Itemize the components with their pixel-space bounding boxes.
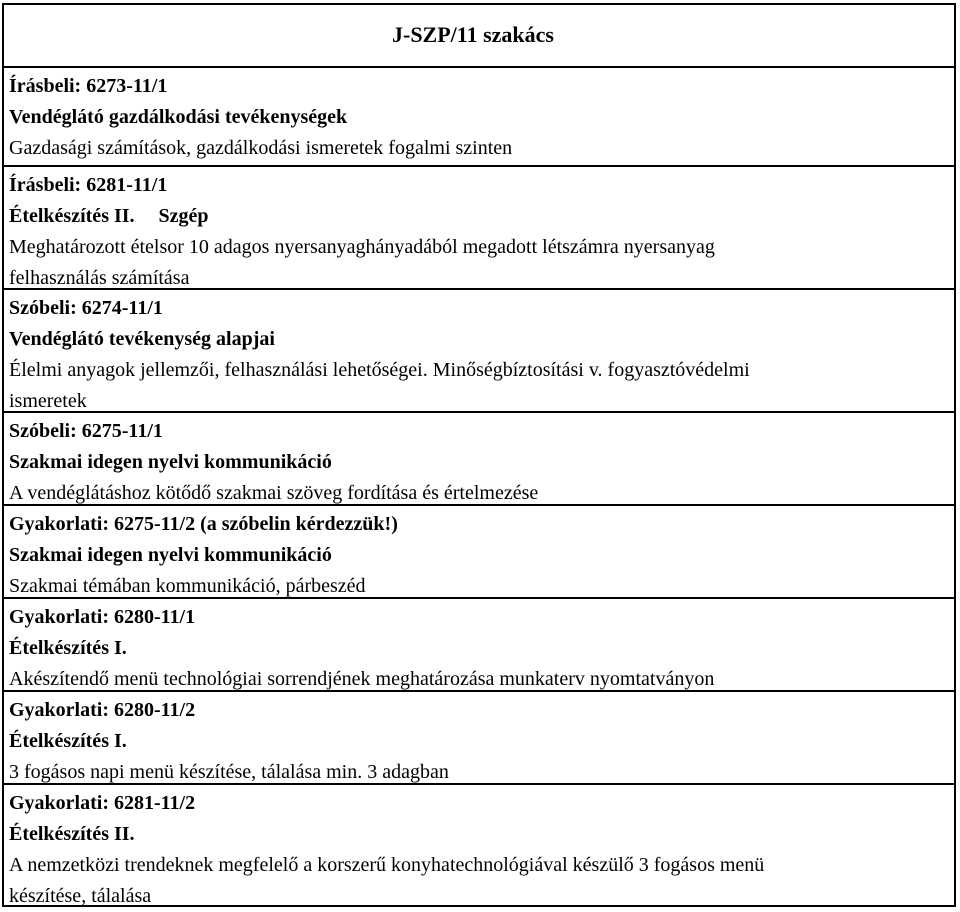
- exam-description: ismeretek: [9, 390, 87, 412]
- exam-subject: Vendéglátó gazdálkodási tevékenységek: [9, 106, 348, 128]
- exam-code: Gyakorlati: 6280-11/2: [9, 699, 196, 721]
- exam-description: Gazdasági számítások, gazdálkodási ismeretek fogalmi szinten: [9, 137, 513, 159]
- sheet-header: [4, 5, 954, 68]
- exam-subject: Szakmai idegen nyelvi kommunikáció: [9, 544, 332, 566]
- exam-description: Élelmi anyagok jellemzői, felhasználási lehetőségei. Minőségbíztosítási v. fogyasztóvédelmi: [9, 359, 750, 381]
- exam-description: felhasználás számítása: [9, 267, 190, 289]
- sheet-title: J-SZP/11 szakács: [392, 22, 554, 47]
- exam-description: Meghatározott ételsor 10 adagos nyersanyaghányadából megadott létszámra nyersanyag: [9, 236, 715, 258]
- exam-section: [4, 68, 954, 167]
- exam-section: [4, 692, 954, 785]
- exam-description: A nemzetközi trendeknek megfelelő a korszerű konyhatechnológiával készülő 3 fogásos menü: [9, 854, 765, 876]
- exam-description: 3 fogásos napi menü készítése, tálalása min. 3 adagban: [9, 761, 449, 783]
- exam-description: Akészítendő menü technológiai sorrendjének meghatározása munkaterv nyomtatványon: [9, 668, 715, 690]
- exam-code: Írásbeli: 6281-11/1: [9, 174, 168, 196]
- exam-sheet: [2, 3, 956, 907]
- exam-subject-row: [9, 201, 954, 232]
- exam-subject-note: Szgép: [158, 205, 209, 227]
- exam-subject: Ételkészítés II.: [9, 205, 135, 227]
- exam-subject: Ételkészítés II.: [9, 823, 135, 845]
- exam-code: Gyakorlati: 6281-11/2: [9, 792, 196, 814]
- exam-description: Szakmai témában kommunikáció, párbeszéd: [9, 575, 366, 597]
- exam-description: készítése, tálalása: [9, 885, 152, 907]
- exam-code: Szóbeli: 6274-11/1: [9, 297, 163, 319]
- exam-code: Szóbeli: 6275-11/1: [9, 420, 163, 442]
- exam-code: Írásbeli: 6273-11/1: [9, 75, 168, 97]
- exam-section: [4, 167, 954, 290]
- exam-section: [4, 413, 954, 506]
- exam-code: Gyakorlati: 6275-11/2 (a szóbelin kérdezzük!): [9, 513, 398, 535]
- exam-code: Gyakorlati: 6280-11/1: [9, 606, 196, 628]
- exam-section: [4, 506, 954, 599]
- exam-section: [4, 290, 954, 413]
- exam-subject: Vendéglátó tevékenység alapjai: [9, 328, 275, 350]
- exam-subject: Szakmai idegen nyelvi kommunikáció: [9, 451, 332, 473]
- exam-section: [4, 599, 954, 692]
- exam-subject: Ételkészítés I.: [9, 637, 127, 659]
- exam-subject: Ételkészítés I.: [9, 730, 127, 752]
- exam-section: [4, 785, 954, 912]
- exam-description: A vendéglátáshoz kötődő szakmai szöveg fordítása és értelmezése: [9, 482, 539, 504]
